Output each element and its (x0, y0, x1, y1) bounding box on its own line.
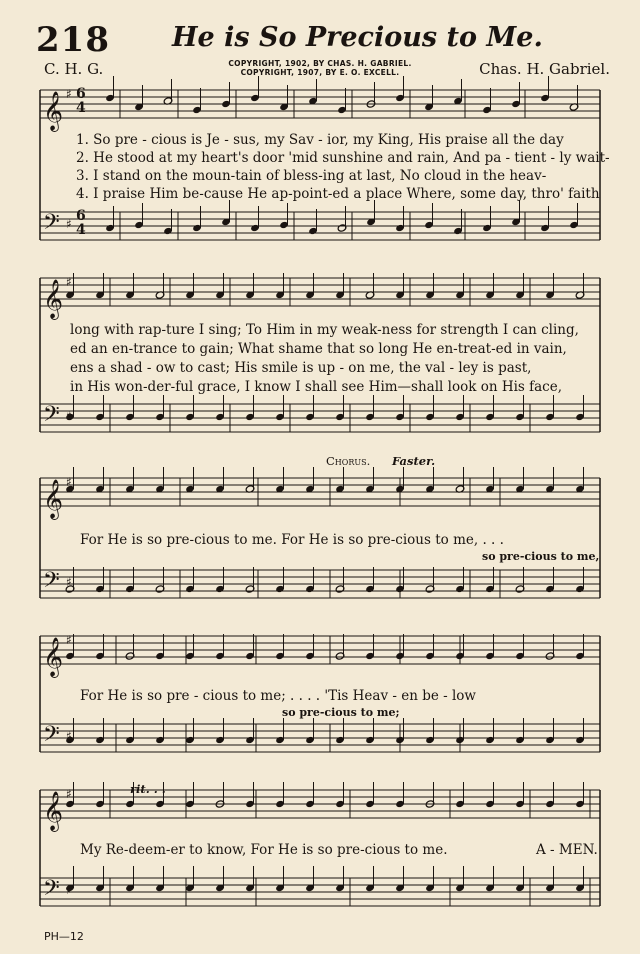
copyright-line-2: COPYRIGHT, 1907, BY E. O. EXCELL. (240, 68, 400, 77)
chorus-label: Chorus. (326, 454, 371, 468)
clef-glyph: ♯ (66, 729, 72, 743)
clef-glyph: 𝄞 (43, 479, 64, 519)
verse-3-line-2: ens a shad - ow to cast; His smile is up - on me, the val - ley is past, (70, 360, 532, 376)
clef-glyph: 𝄞 (43, 91, 64, 131)
clef-glyph: ♯ (66, 475, 72, 489)
clef-glyph: ♯ (66, 633, 72, 647)
time-signature-digit: 6 (76, 86, 86, 102)
amen: A - MEN. (536, 842, 598, 858)
time-signature-digit: 4 (76, 100, 86, 116)
clef-glyph: ♯ (66, 409, 72, 423)
ritardando-marking: rit. . . (130, 782, 166, 796)
chorus-line-3: My Re-deem-er to know, For He is so pre-cious to me. (80, 842, 448, 858)
time-signature-digit: 6 (76, 208, 86, 224)
clef-glyph: ♯ (66, 217, 72, 231)
clef-glyph: 𝄢 (43, 722, 60, 752)
verse-2-line-1: 2. He stood at my heart's door 'mid sunshine and rain, And pa - tient - ly wait- (76, 150, 610, 166)
chorus-line-1-echo: so pre-cious to me, (482, 550, 600, 563)
music-credit: Chas. H. Gabriel. (479, 60, 610, 78)
clef-glyph: 𝄞 (43, 637, 64, 677)
verse-3-line-1: 3. I stand on the moun-tain of bless-ing at last, No cloud in the heav- (76, 168, 547, 184)
verse-1-line-2: long with rap-ture I sing; To Him in my weak-ness for strength I can cling, (70, 322, 579, 338)
clef-glyph: 𝄢 (43, 876, 60, 906)
clef-glyph: 𝄞 (43, 791, 64, 831)
staff-lines (40, 90, 600, 906)
verse-2-line-2: ed an en-trance to gain; What shame that so long He en-treat-ed in vain, (70, 341, 567, 357)
time-signature-digit: 4 (76, 222, 86, 238)
page-footer: PH—12 (44, 930, 84, 943)
clef-glyph: 𝄢 (43, 402, 60, 432)
verse-4-line-2: in His won-der-ful grace, I know I shall see Him—shall look on His face, (70, 379, 563, 395)
clef-marks (43, 86, 86, 906)
clef-glyph: 𝄞 (43, 279, 64, 319)
clef-glyph: ♯ (66, 883, 72, 897)
chorus-line-1: For He is so pre-cious to me. For He is so pre-cious to me, . . . (80, 532, 504, 548)
chorus-line-2: For He is so pre - cious to me; . . . . 'Tis Heav - en be - low (80, 688, 476, 704)
words-credit: C. H. G. (44, 60, 104, 78)
hymn-number: 218 (36, 20, 110, 60)
verse-4-line-1: 4. I praise Him be-cause He ap-point-ed a place Where, some day, thro' faith (76, 186, 600, 202)
tempo-marking: Faster. (392, 454, 436, 468)
clef-glyph: ♯ (66, 575, 72, 589)
clef-glyph: 𝄢 (43, 210, 60, 240)
hymn-title: He is So Precious to Me. (172, 22, 543, 53)
clef-glyph: ♯ (66, 87, 72, 101)
copyright-line-1: COPYRIGHT, 1902, BY CHAS. H. GABRIEL. (228, 59, 412, 68)
chorus-line-2-echo: so pre-cious to me; (282, 706, 400, 719)
clef-glyph: ♯ (66, 275, 72, 289)
clef-glyph: 𝄢 (43, 568, 60, 598)
verse-1-line-1: 1. So pre - cious is Je - sus, my Sav - ior, my King, His praise all the day (76, 132, 564, 148)
clef-glyph: ♯ (66, 787, 72, 801)
